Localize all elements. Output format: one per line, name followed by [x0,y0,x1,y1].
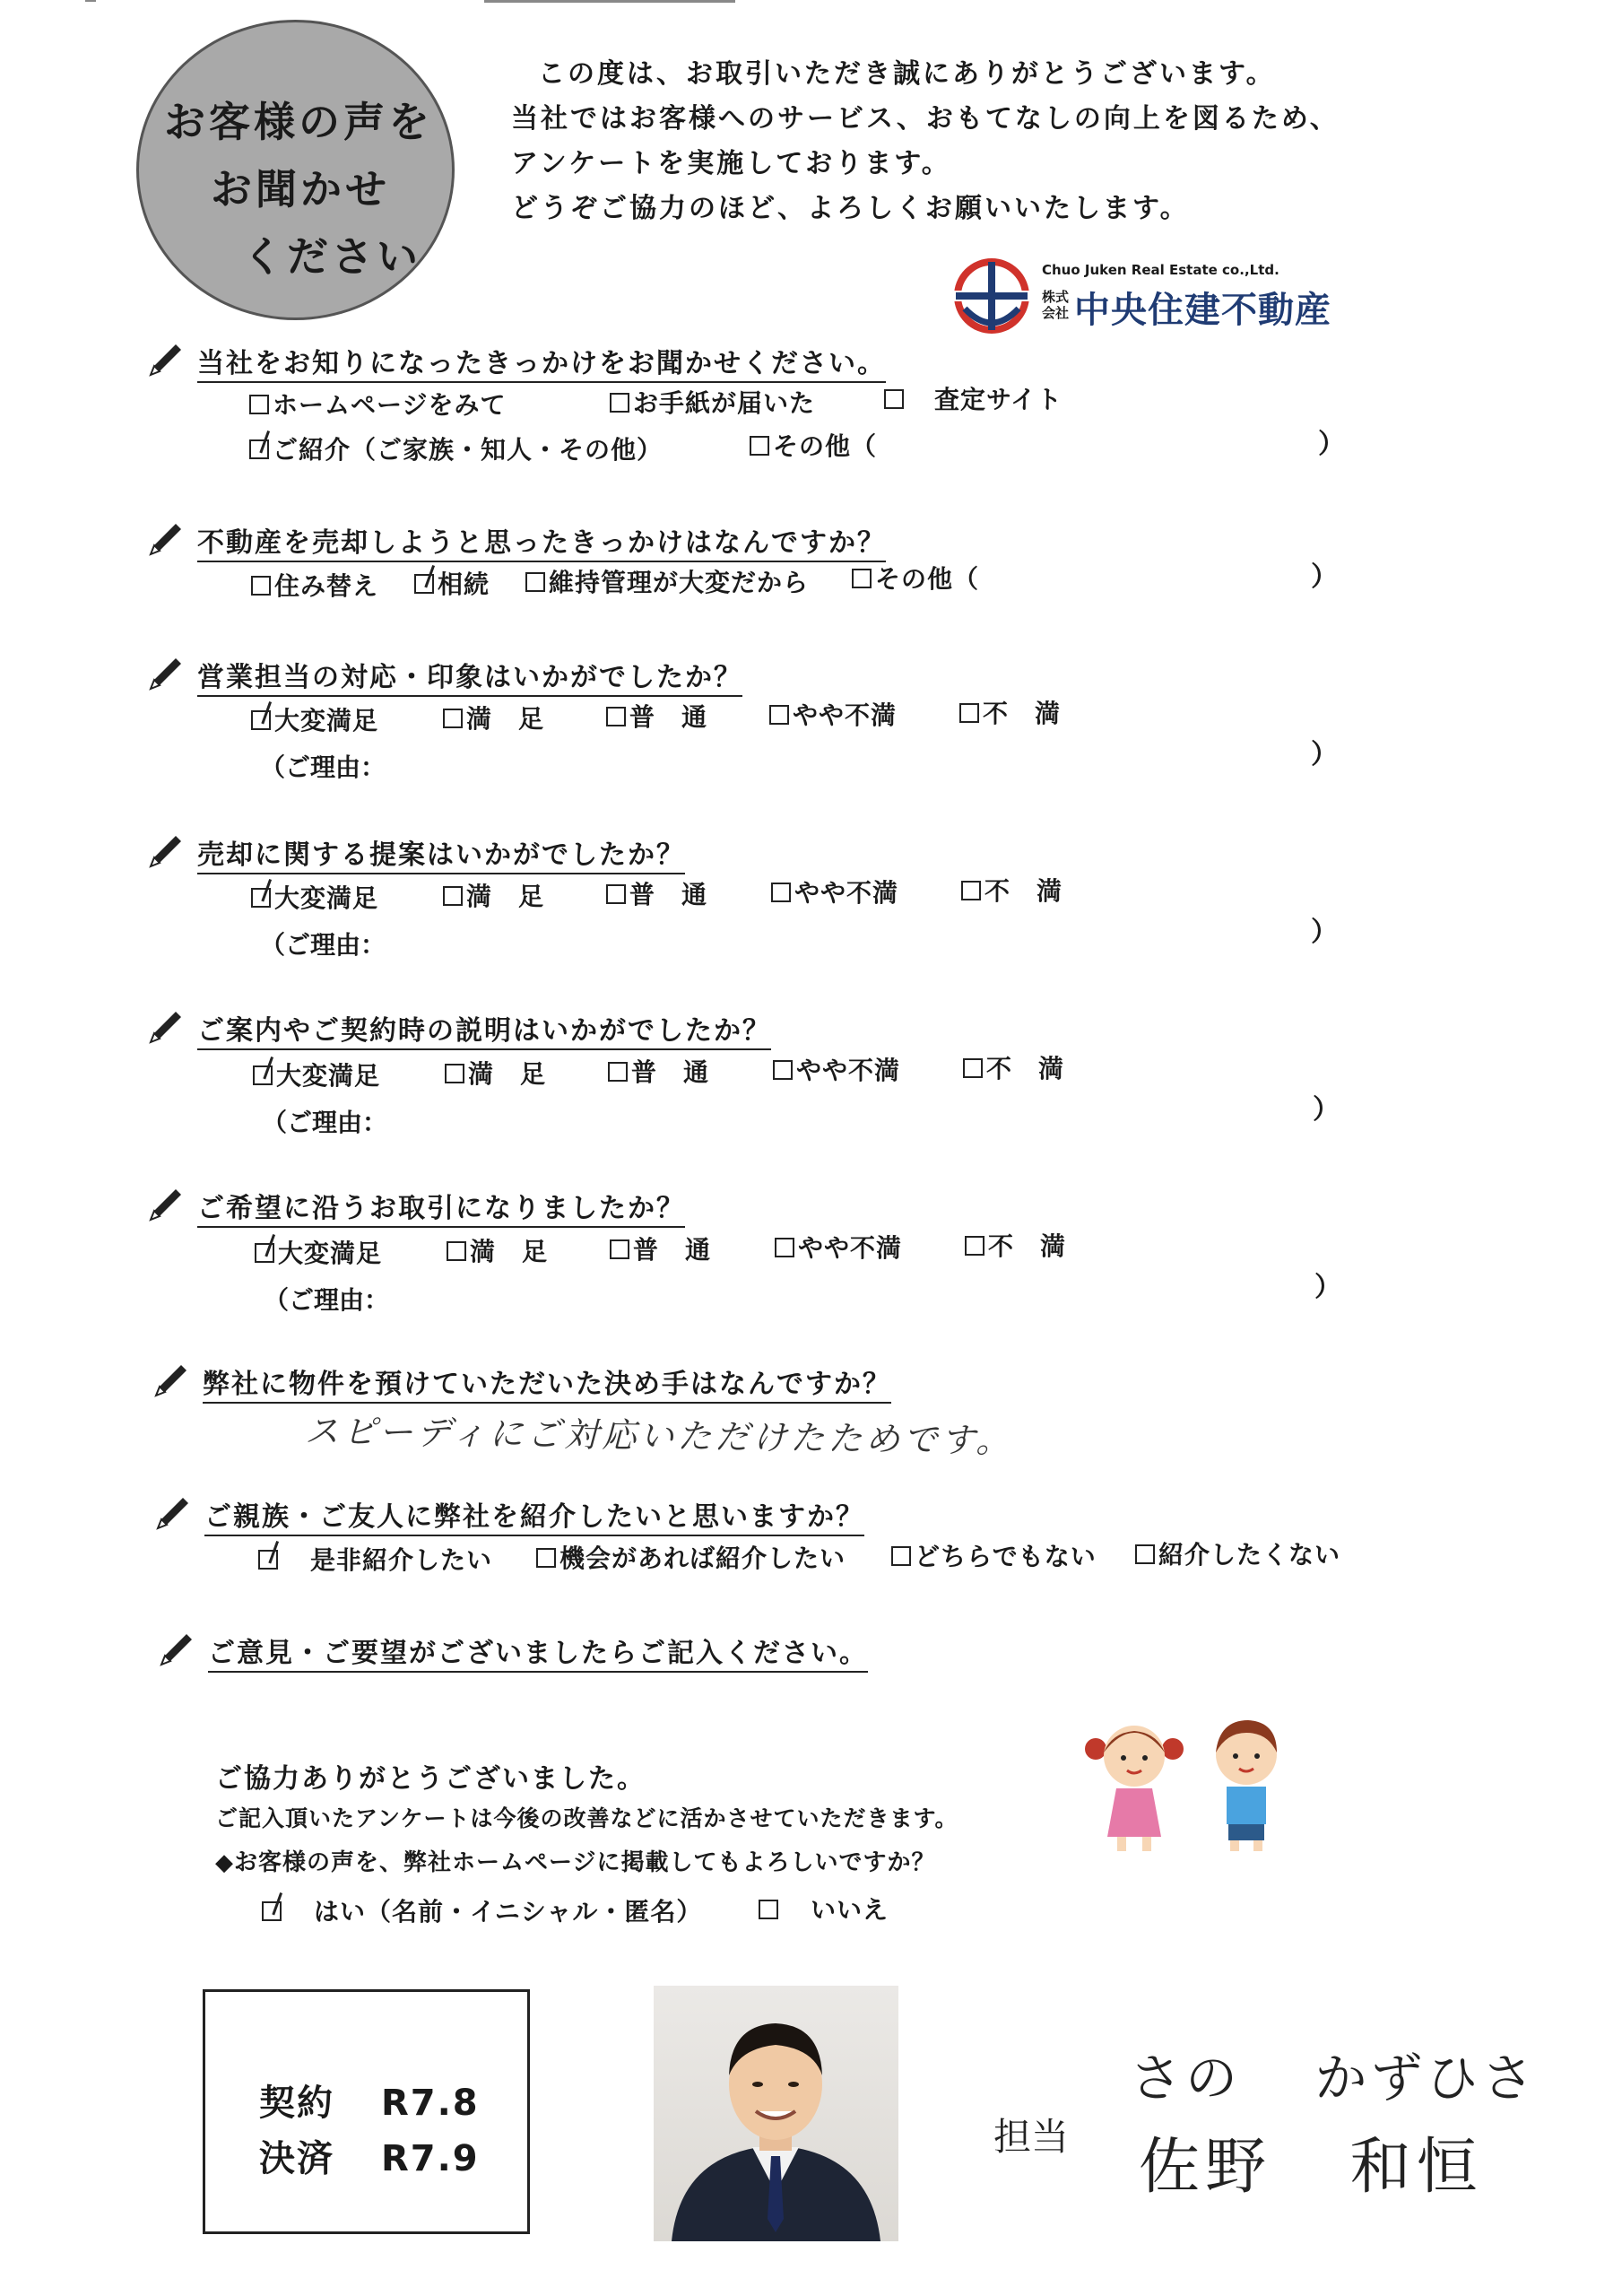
option-other[interactable]: その他（ [750,427,877,463]
checkbox[interactable] [443,709,463,728]
option-maintenance[interactable]: 維持管理が大変だから [525,563,809,599]
checkbox-checked[interactable] [414,574,434,594]
publish-question: ◆お客様の声を、弊社ホームページに掲載してもよろしいですか？ [215,1849,936,1876]
option-neutral[interactable]: 普 通 [608,1053,709,1089]
checkbox[interactable] [610,1239,629,1259]
option-inheritance[interactable]: 相続 [414,565,490,601]
staff-portrait-image [654,1986,898,2241]
option-other[interactable]: その他（ [852,560,979,596]
staff-name-reading [1130,2036,1537,2111]
question-2 [197,520,886,560]
checkbox[interactable] [610,393,629,413]
thanks-message: ご協力ありがとうございました。 [215,1763,646,1795]
paren-close: ） [1311,917,1338,948]
pencil-icon [152,1492,194,1534]
question-text: ご希望に沿うお取引になりましたか？ [197,1193,685,1228]
pencil-icon [156,1629,197,1670]
option-very-satisfied[interactable]: 大変満足 [251,879,378,915]
checkbox[interactable] [771,883,791,902]
pencil-icon [145,1006,186,1048]
option-publish-no[interactable]: いいえ [759,1891,889,1926]
question-text: ご親族・ご友人に弊社を紹介したいと思いますか？ [204,1501,864,1536]
checkbox[interactable] [447,1241,466,1261]
staff-label: 担当 [993,2115,1070,2159]
checkbox[interactable] [525,572,545,592]
checkbox[interactable] [884,389,904,409]
header-badge [136,20,455,320]
checkbox[interactable] [961,881,981,900]
checkbox[interactable] [445,1064,464,1083]
children-illustration [1085,1713,1300,1857]
pencil-icon [145,518,186,560]
badge-line: ください [242,232,421,281]
option-relocation[interactable]: 住み替え [251,567,378,603]
option-very-satisfied[interactable]: 大変満足 [251,701,378,737]
checkbox-checked[interactable] [253,1065,273,1085]
staff-name [1139,2118,1483,2205]
checkbox-checked[interactable] [251,888,271,908]
option-would-not-refer[interactable]: 紹介したくない [1135,1535,1340,1571]
reason-label: （ご理由： [262,1108,388,1137]
reason-label: （ご理由： [260,930,386,960]
checkbox[interactable] [251,576,271,596]
checkbox[interactable] [536,1548,556,1568]
option-neither[interactable]: どちらでもない [891,1537,1097,1573]
intro-line: 当社ではお客様へのサービス、おもてなしの向上を図るため、 [511,103,1340,135]
staff-name-given: 和恒 [1349,2132,1483,2203]
paren-close: ） [1311,561,1338,593]
checkbox[interactable] [759,1900,778,1919]
option-somewhat-dissatisfied[interactable]: やや不満 [773,1051,900,1087]
handwritten-answer: スピーディにご対応いただけたためです。 [304,1411,1014,1461]
checkbox[interactable] [891,1546,911,1566]
question-text: ご意見・ご要望がございましたらご記入ください。 [208,1638,868,1673]
scan-mark [484,0,735,3]
option-dissatisfied[interactable]: 不 満 [965,1227,1066,1263]
checkbox-checked[interactable] [255,1243,274,1263]
checkbox[interactable] [249,395,269,414]
paren-close: ） [1314,1272,1341,1303]
option-dissatisfied[interactable]: 不 満 [961,872,1063,908]
checkbox[interactable] [769,705,789,725]
question-8 [204,1494,864,1534]
intro-line: この度は、お取引いただき誠にありがとうございます。 [538,58,1276,90]
checkbox[interactable] [775,1238,794,1257]
staff-name-family: 佐野 [1139,2132,1272,2203]
option-publish-yes[interactable]: はい（名前・イニシャル・匿名） [262,1892,702,1928]
pencil-icon [145,1184,186,1225]
pencil-icon [145,653,186,694]
paren-close: ） [1318,429,1345,460]
option-definitely-refer[interactable]: 是非紹介したい [258,1541,492,1577]
settlement-row [259,2130,480,2181]
option-neutral[interactable]: 普 通 [606,698,707,734]
checkbox[interactable] [959,703,979,723]
checkbox-checked[interactable] [249,439,269,459]
checkbox[interactable] [608,1062,628,1082]
badge-line: お聞かせ [211,165,390,213]
staff-photo [654,1986,898,2241]
question-text: 弊社に物件を預けていただいた決め手はなんですか？ [203,1369,891,1404]
settlement-value: R7.9 [380,2138,480,2179]
option-neutral[interactable]: 普 通 [610,1231,711,1266]
option-letter[interactable]: お手紙が届いた [610,384,815,420]
checkbox-checked[interactable] [262,1901,282,1921]
question-text: 売却に関する提案はいかがでしたか？ [197,839,685,874]
intro-line: アンケートを実施しております。 [511,148,951,179]
option-very-satisfied[interactable]: 大変満足 [255,1234,382,1270]
checkbox[interactable] [443,886,463,906]
option-somewhat-dissatisfied[interactable]: やや不満 [775,1229,902,1265]
thanks-note: ご記入頂いたアンケートは今後の改善などに活かさせていただきます。 [215,1805,958,1831]
checkbox[interactable] [773,1060,793,1080]
pencil-icon [145,831,186,872]
question-text: 不動産を売却しようと思ったきっかけはなんですか？ [197,527,886,562]
option-satisfied[interactable]: 満 足 [445,1055,546,1091]
reason-label: （ご理由： [264,1285,390,1315]
staff-reading-given: かずひさ [1314,2048,1538,2109]
option-somewhat-dissatisfied[interactable]: やや不満 [771,874,898,909]
checkbox-checked[interactable] [258,1550,278,1570]
staff-reading-family: さの [1130,2048,1242,2109]
option-somewhat-dissatisfied[interactable]: やや不満 [769,696,897,732]
option-refer-if-chance[interactable]: 機会があれば紹介したい [536,1539,846,1575]
option-assessment-site[interactable]: 査定サイト [884,380,1063,416]
checkbox[interactable] [852,569,872,588]
company-logo [952,253,1347,339]
checkbox[interactable] [1135,1544,1155,1564]
option-dissatisfied[interactable]: 不 満 [959,694,1061,730]
logo-company-name: 中央住建不動産 [1074,290,1331,331]
question-6 [197,1186,685,1225]
question-7 [203,1361,891,1401]
logo-english-name: Chuo Juken Real Estate co.,Ltd. [1042,262,1279,278]
option-satisfied[interactable]: 満 足 [447,1232,548,1268]
intro-text [511,52,1340,231]
question-text: 営業担当の対応・印象はいかがでしたか？ [197,662,742,697]
question-text: ご案内やご契約時の説明はいかがでしたか？ [197,1015,771,1050]
contract-label: 契約 [259,2083,334,2124]
reason-label: （ご理由： [260,752,386,782]
settlement-label: 決済 [259,2138,334,2179]
question-text: 当社をお知りになったきっかけをお聞かせください。 [197,348,886,383]
question-1 [197,341,886,380]
option-referral[interactable]: ご紹介（ご家族・知人・その他） [249,430,663,466]
contract-row [259,2074,480,2126]
checkbox[interactable] [963,1058,983,1078]
checkbox[interactable] [606,707,626,726]
option-dissatisfied[interactable]: 不 満 [963,1049,1064,1085]
checkbox[interactable] [750,436,769,456]
contract-info-box [203,1989,530,2234]
option-satisfied[interactable]: 満 足 [443,700,544,735]
question-9 [208,1631,868,1670]
pencil-icon [145,339,186,380]
contract-value: R7.8 [380,2083,480,2124]
question-5 [197,1008,771,1048]
checkbox[interactable] [965,1236,984,1256]
option-neutral[interactable]: 普 通 [606,875,707,911]
scan-mark [85,0,96,2]
pencil-icon [151,1360,192,1401]
logo-kabushiki: 株式会社 [1042,289,1070,321]
option-satisfied[interactable]: 満 足 [443,877,544,913]
paren-close: ） [1311,739,1338,770]
option-homepage[interactable]: ホームページをみて [249,386,506,422]
question-3 [197,655,742,694]
company-emblem-icon [952,257,1031,335]
badge-line: お客様の声を [164,98,433,146]
checkbox[interactable] [606,884,626,904]
checkbox-checked[interactable] [251,710,271,730]
intro-line: どうぞご協力のほど、よろしくお願いいたします。 [511,193,1190,224]
option-very-satisfied[interactable]: 大変満足 [253,1057,380,1092]
question-4 [197,832,685,872]
paren-close: ） [1313,1094,1340,1126]
